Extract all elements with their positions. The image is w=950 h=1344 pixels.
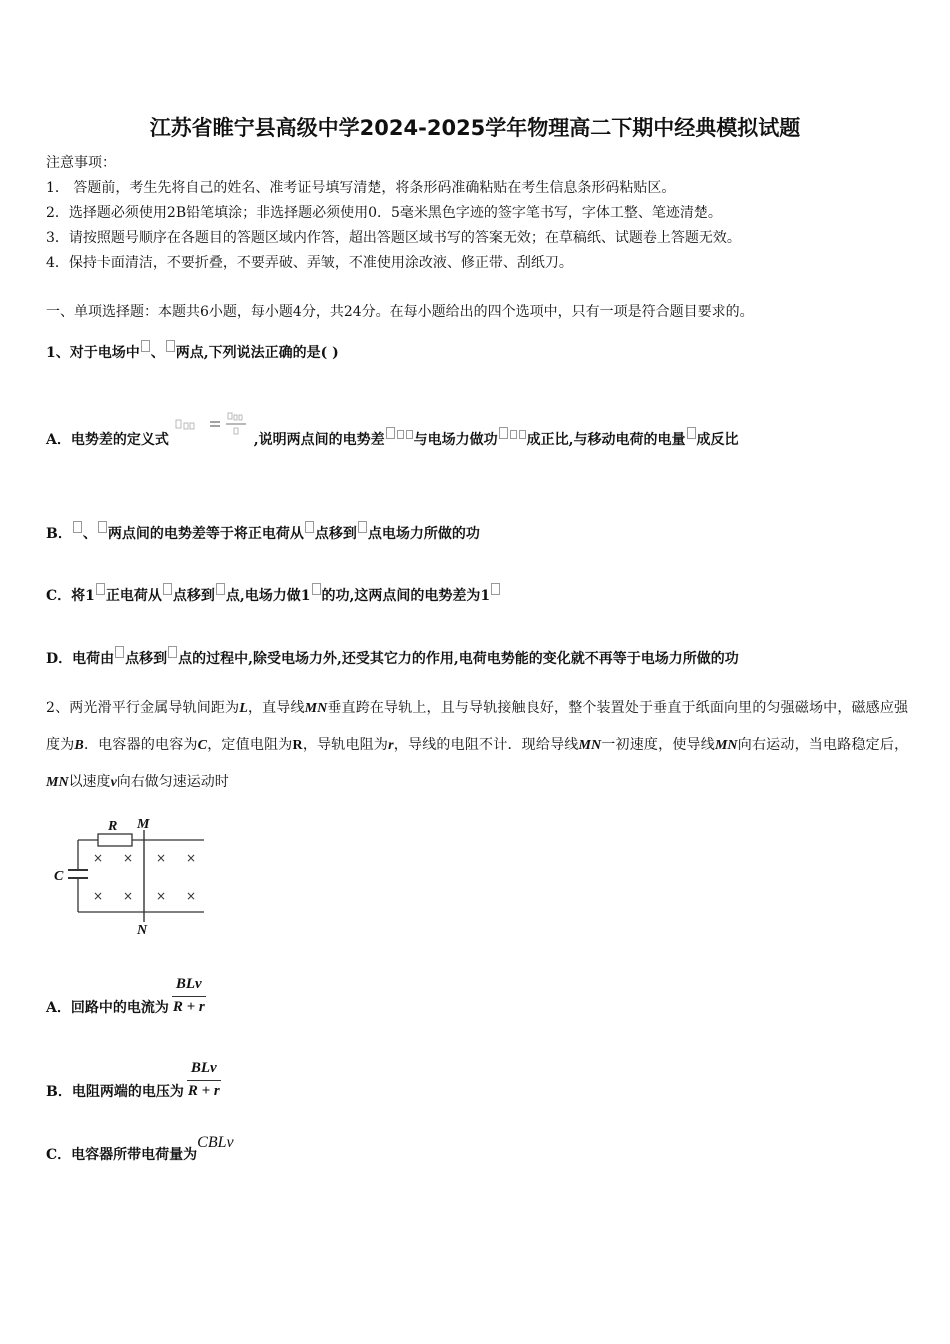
resistor-label: R <box>108 819 118 834</box>
q1-option-b[interactable]: B． 、 两点间的电势差等于将正电荷从 点移到 点电场力所做的功 <box>46 521 480 543</box>
field-cross: × <box>123 851 134 865</box>
section-heading: 一、单项选择题：本题共6小题，每小题4分，共24分。在每小题给出的四个选项中，只有一项是符合题目要求的。 <box>46 304 754 320</box>
q1-option-c[interactable]: C．将1 正电荷从 点移到 点,电场力做1 的功,这两点间的电势差为1 <box>46 583 501 605</box>
potential-difference-formula <box>174 410 254 450</box>
q1-option-a[interactable]: A．电势差的定义式 ,说明两点间的电势差 与电场力做功 成正比,与移动电荷的电量 成反比 <box>46 420 739 460</box>
circuit-figure <box>46 812 216 942</box>
current-fraction: $\frac{\text{BLv}}{R + r}$ <box>172 976 205 1015</box>
q2-option-a[interactable]: A．回路中的电流为 $\frac{\text{BLv}}{R + r}$ <box>46 976 205 1016</box>
charge-expression: CBLv <box>197 1134 234 1151</box>
field-cross: × <box>156 889 167 903</box>
notice-item: 4．保持卡面清洁，不要折叠，不要弄破、弄皱，不准使用涂改液、修正带、刮纸刀。 <box>46 255 573 271</box>
missing-symbol <box>166 340 175 352</box>
notice-item: 2．选择题必须使用2B铅笔填涂；非选择题必须使用0．5毫米黑色字迹的签字笔书写，字体工整、笔迹清楚。 <box>46 205 722 221</box>
notice-heading: 注意事项： <box>46 155 116 171</box>
rod-top-label: M <box>137 817 150 832</box>
field-cross: × <box>156 851 167 865</box>
q1-option-d[interactable]: D．电荷由 点移到 点的过程中,除受电场力外,还受其它力的作用,电荷电势能的变化就不再等于电场力所做的功 <box>46 646 739 668</box>
field-cross: × <box>186 889 197 903</box>
notice-item: 3．请按照题号顺序在各题目的答题区域内作答，超出答题区域书写的答案无效；在草稿纸、试题卷上答题无效。 <box>46 230 741 246</box>
voltage-fraction: $\frac{\text{BLv}}{R + r}$ <box>187 1060 220 1099</box>
question-2-stem: 2、两光滑平行金属导轨间距为L，直导线MN垂直跨在导轨上，且与导轨接触良好，整个装置处于垂直于纸面向里的匀强磁场中，磁感应强度为B．电容器的电容为C，定值电阻为R，导轨电阻为r，导线的电阻不计．现给导线MN一初速度，使导线MN向右运动，当电路稳定后，MN以速度v向右做匀速运动时 <box>46 700 909 790</box>
formula-image <box>174 410 254 450</box>
q2-option-b[interactable]: B．电阻两端的电压为 $\frac{\text{BLv}}{R + r}$ <box>46 1060 220 1100</box>
rod-bottom-label: N <box>137 923 148 938</box>
q2-option-c[interactable]: C．电容器所带电荷量为CBLv <box>46 1134 234 1163</box>
field-cross: × <box>186 851 197 865</box>
question-1-stem: 1、对于电场中 、 两点,下列说法正确的是( ) <box>46 340 339 362</box>
capacitor-label: C <box>54 869 64 884</box>
missing-symbol <box>141 340 150 352</box>
field-cross: × <box>123 889 134 903</box>
notice-item: 1． 答题前，考生先将自己的姓名、准考证号填写清楚，将条形码准确粘贴在考生信息条形码粘贴区。 <box>46 180 676 196</box>
field-cross: × <box>93 889 104 903</box>
field-cross: × <box>93 851 104 865</box>
page-title: 江苏省睢宁县高级中学2024-2025学年物理高二下期中经典模拟试题 <box>149 116 801 140</box>
